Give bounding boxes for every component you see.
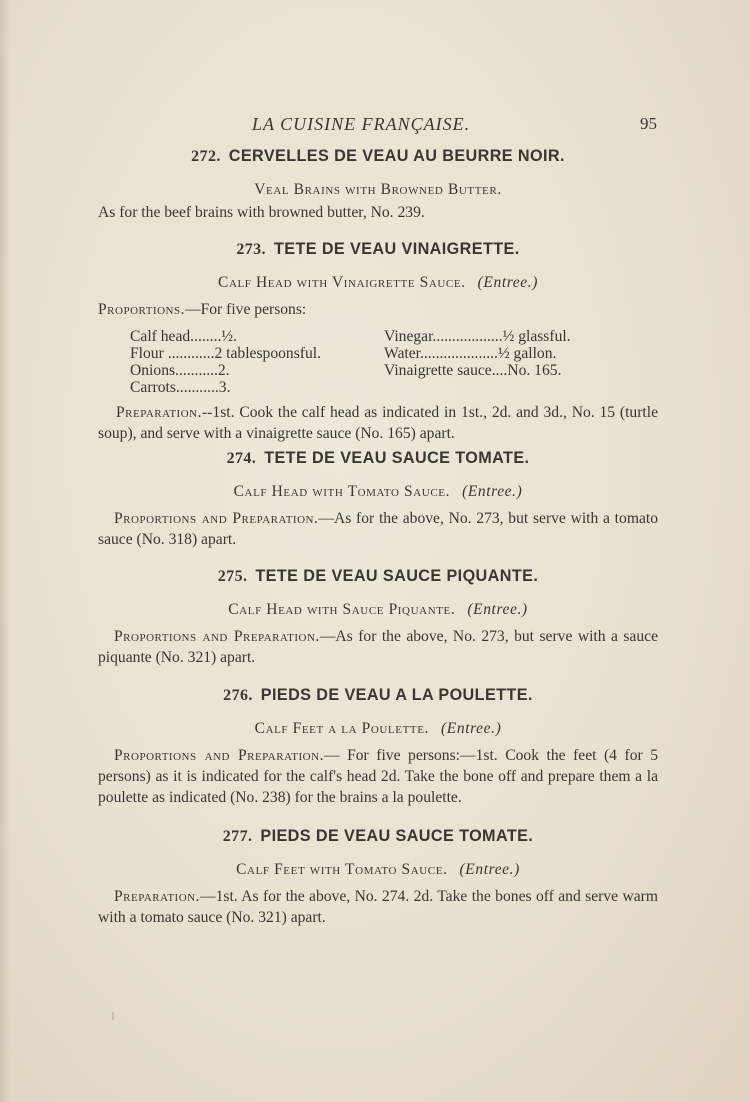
recipe-276	[98, 685, 658, 808]
preparation-paragraph	[98, 402, 658, 444]
entree-label: (Entree.)	[467, 601, 528, 618]
recipe-subtitle-text: Calf Head with Sauce Piquante.	[228, 601, 456, 618]
recipe-text: —As for the above, No. 273, but serve with a sauce piquante (No. 321) apart.	[98, 628, 658, 666]
recipe-274	[98, 448, 658, 550]
recipe-subtitle-text: Veal Brains with Browned Butter.	[254, 181, 502, 198]
recipe-277	[98, 826, 658, 928]
recipe-number: 277.	[222, 828, 253, 845]
recipe-paragraph	[98, 626, 658, 668]
recipe-paragraph	[98, 745, 658, 808]
page-number: 95	[640, 114, 657, 133]
recipe-text: —As for the above, No. 273, but serve with a tomato sauce (No. 318) apart.	[98, 510, 658, 548]
preparation-lead: Preparation.	[116, 404, 203, 421]
recipe-lead: Preparation.	[114, 888, 201, 905]
recipe-lead: Proportions and Preparation.	[114, 747, 324, 764]
entree-label: (Entree.)	[441, 720, 502, 737]
recipe-275	[98, 566, 658, 668]
entree-label: (Entree.)	[459, 861, 520, 878]
recipe-title-text: CERVELLES DE VEAU AU BEURRE NOIR.	[228, 147, 565, 165]
ingredient: Vinaigrette sauce....No. 165.	[384, 362, 562, 379]
paper-speck	[112, 1012, 114, 1020]
ingredient: Flour ............2 tablespoonsful.	[130, 345, 322, 362]
recipe-title	[98, 566, 658, 587]
recipe-272	[98, 146, 658, 223]
entree-label: (Entree.)	[462, 483, 523, 500]
entree-label: (Entree.)	[477, 274, 538, 291]
recipe-paragraph	[98, 886, 658, 928]
recipe-title-text: TETE DE VEAU SAUCE TOMATE.	[264, 449, 530, 467]
recipe-title-text: TETE DE VEAU VINAIGRETTE.	[273, 240, 520, 258]
recipe-title	[98, 146, 658, 167]
page-content	[98, 146, 658, 928]
recipe-title-text: PIEDS DE VEAU A LA POULETTE.	[260, 686, 533, 704]
ingredients-list	[130, 328, 658, 396]
recipe-text: — For five persons:—1st. Cook the feet (4 for 5 persons) as it is indicated for the calf's head 2d. Take the bone off and prepare them a la poulette as indicated (No. 238) for the brains a la poulette.	[98, 747, 658, 806]
recipe-subtitle-text: Calf Feet a la Poulette.	[254, 720, 430, 737]
recipe-lead: Proportions and Preparation.	[114, 628, 320, 645]
recipe-lead: Proportions and Preparation.	[114, 510, 319, 527]
ingredient: Onions...........2.	[130, 362, 230, 379]
ingredient: Calf head........½.	[130, 328, 237, 345]
ingredient	[384, 379, 644, 396]
ingredient: Vinegar..................½ glassful.	[384, 328, 571, 345]
proportions-lead: Proportions.	[98, 301, 185, 318]
recipe-title	[98, 685, 658, 706]
recipe-number: 275.	[217, 568, 248, 585]
recipe-number: 276.	[223, 687, 253, 704]
recipe-subtitle-text: Calf Feet with Tomato Sauce.	[236, 861, 448, 878]
recipe-title-text: PIEDS DE VEAU SAUCE TOMATE.	[260, 827, 534, 845]
page-edge-shadow	[0, 0, 10, 1102]
recipe-subtitle	[98, 718, 658, 739]
proportions-line	[98, 299, 658, 320]
preparation-text: --1st. Cook the calf head as indicated in 1st., 2d. and 3d., No. 15 (turtle soup), and serve with a vinaigrette sauce (No. 165) apart.	[98, 404, 658, 442]
recipe-273	[98, 239, 658, 444]
running-title: LA CUISINE FRANÇAISE.	[252, 114, 471, 134]
recipe-subtitle	[98, 859, 658, 880]
recipe-text: —1st. As for the above, No. 274. 2d. Take the bones off and serve warm with a tomato sauce (No. 321) apart.	[98, 888, 658, 926]
recipe-subtitle-text: Calf Head with Vinaigrette Sauce.	[218, 274, 466, 291]
recipe-paragraph	[98, 508, 658, 550]
recipe-title	[98, 826, 658, 847]
recipe-subtitle	[98, 481, 658, 502]
recipe-subtitle-text: Calf Head with Tomato Sauce.	[233, 483, 451, 500]
recipe-number: 273.	[236, 241, 266, 258]
recipe-title-text: TETE DE VEAU SAUCE PIQUANTE.	[255, 567, 539, 585]
ingredient: Water....................½ gallon.	[384, 345, 557, 362]
proportions-text: —For five persons:	[184, 301, 307, 318]
recipe-number: 274.	[226, 450, 257, 467]
recipe-subtitle	[98, 272, 658, 293]
page-header	[252, 114, 657, 138]
recipe-number: 272.	[191, 148, 221, 165]
recipe-title	[98, 239, 658, 260]
recipe-text: As for the beef brains with browned butter, No. 239.	[98, 204, 425, 221]
recipe-subtitle	[98, 599, 658, 620]
recipe-subtitle	[98, 179, 658, 200]
recipe-title	[98, 448, 658, 469]
ingredient: Carrots...........3.	[130, 379, 231, 396]
